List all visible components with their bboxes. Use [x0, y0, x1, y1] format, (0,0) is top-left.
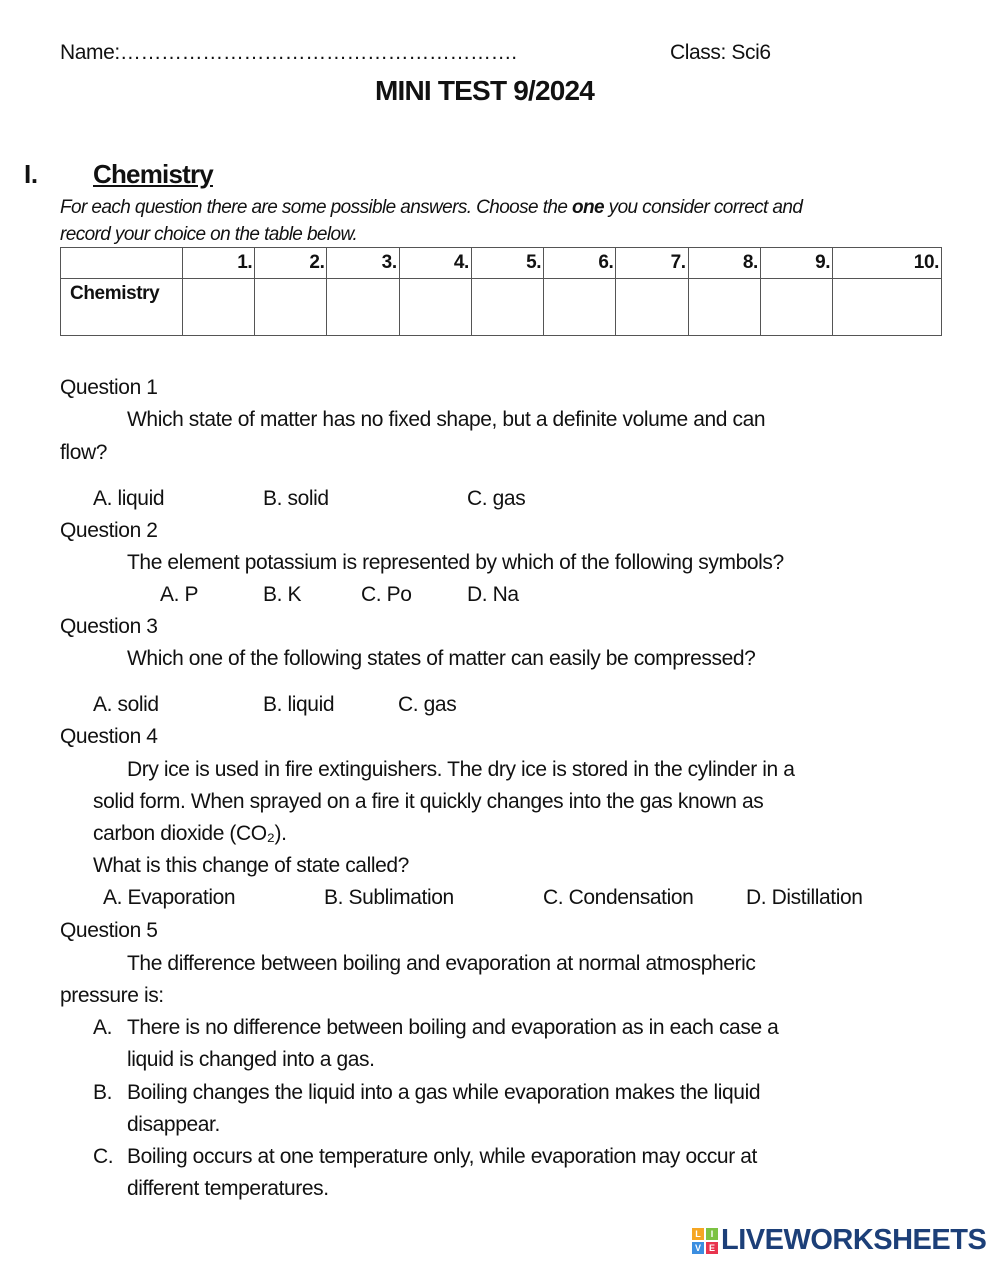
question-text: The element potassium is represented by which of the following symbols?	[127, 551, 784, 574]
option-c[interactable]: C. gas	[398, 693, 457, 716]
class-label: Class: Sci6	[670, 41, 771, 64]
question-label: Question 5	[60, 919, 158, 942]
option-c-letter[interactable]: C.	[93, 1145, 114, 1168]
question-text: Dry ice is used in fire extinguishers. The dry ice is stored in the cylinder in a	[127, 758, 795, 781]
question-text: carbon dioxide (CO₂).	[93, 822, 287, 845]
option-b[interactable]: Boiling changes the liquid into a gas while evaporation makes the liquid	[127, 1081, 761, 1104]
answer-cell-5[interactable]	[471, 279, 543, 336]
question-text: Which state of matter has no fixed shape, but a definite volume and can	[127, 408, 766, 431]
option-b[interactable]: B. K	[263, 583, 302, 606]
question-text: pressure is:	[60, 984, 164, 1007]
answer-cell-4[interactable]	[399, 279, 471, 336]
option-c[interactable]: C. gas	[467, 487, 526, 510]
question-text: solid form. When sprayed on a fire it quickly changes into the gas known as	[93, 790, 764, 813]
answer-cell-9[interactable]	[760, 279, 832, 336]
name-field: Name:………………………………………………….	[60, 41, 517, 64]
answer-cell-1[interactable]	[183, 279, 255, 336]
section-number: I.	[24, 159, 38, 189]
instructions	[60, 195, 802, 221]
option-c-cont[interactable]: different temperatures.	[127, 1177, 329, 1200]
table-header: 6.	[544, 248, 616, 279]
question-label: Question 1	[60, 376, 158, 399]
question-text: What is this change of state called?	[93, 854, 409, 877]
option-b[interactable]: B. liquid	[263, 693, 335, 716]
table-row	[61, 279, 942, 336]
table-header	[61, 248, 183, 279]
option-a[interactable]: A. liquid	[93, 487, 165, 510]
answer-cell-2[interactable]	[255, 279, 327, 336]
option-b-cont[interactable]: disappear.	[127, 1113, 220, 1136]
table-header: 1.	[183, 248, 255, 279]
answer-table	[60, 247, 942, 336]
table-header: 10.	[833, 248, 942, 279]
table-header: 3.	[327, 248, 399, 279]
option-c[interactable]: C. Po	[361, 583, 412, 606]
table-header: 5.	[471, 248, 543, 279]
option-c[interactable]: C. Condensation	[543, 886, 694, 909]
table-header: 8.	[688, 248, 760, 279]
question-text: Which one of the following states of matter can easily be compressed?	[127, 647, 756, 670]
option-d[interactable]: D. Na	[467, 583, 519, 606]
option-d[interactable]: D. Distillation	[746, 886, 863, 909]
table-header: 4.	[399, 248, 471, 279]
option-a-cont[interactable]: liquid is changed into a gas.	[127, 1048, 375, 1071]
logo-text: LIVEWORKSHEETS	[721, 1224, 987, 1256]
answer-cell-7[interactable]	[616, 279, 688, 336]
table-header: 2.	[255, 248, 327, 279]
option-b[interactable]: B. solid	[263, 487, 329, 510]
instr-text: you consider correct and	[603, 197, 803, 218]
answer-cell-6[interactable]	[544, 279, 616, 336]
liveworksheets-logo	[692, 1224, 986, 1257]
logo-letter: L	[692, 1228, 704, 1240]
page-title: MINI TEST 9/2024	[375, 75, 595, 106]
instr-text: For each question there are some possible answers. Choose the	[60, 197, 572, 218]
row-label: Chemistry	[61, 279, 183, 336]
option-a-letter[interactable]: A.	[93, 1016, 113, 1039]
instr-bold: one	[572, 197, 604, 218]
option-b-letter[interactable]: B.	[93, 1081, 113, 1104]
option-c[interactable]: Boiling occurs at one temperature only, while evaporation may occur at	[127, 1145, 757, 1168]
option-a[interactable]: A. solid	[93, 693, 159, 716]
answer-cell-10[interactable]	[833, 279, 942, 336]
section-title: Chemistry	[93, 159, 213, 189]
option-a[interactable]: A. Evaporation	[103, 886, 236, 909]
question-text: The difference between boiling and evaporation at normal atmospheric	[127, 952, 756, 975]
option-a[interactable]: A. P	[160, 583, 199, 606]
table-header: 9.	[760, 248, 832, 279]
question-label: Question 2	[60, 519, 158, 542]
table-header-row	[61, 248, 942, 279]
logo-letter: V	[692, 1242, 704, 1254]
logo-icon	[692, 1228, 718, 1254]
option-a[interactable]: There is no difference between boiling and evaporation as in each case a	[127, 1016, 779, 1039]
answer-cell-8[interactable]	[688, 279, 760, 336]
question-text: flow?	[60, 441, 108, 464]
logo-letter: I	[706, 1228, 718, 1240]
table-header: 7.	[616, 248, 688, 279]
question-label: Question 4	[60, 725, 158, 748]
question-label: Question 3	[60, 615, 158, 638]
logo-letter: E	[706, 1242, 718, 1254]
answer-cell-3[interactable]	[327, 279, 399, 336]
instructions-line-2: record your choice on the table below.	[60, 224, 358, 245]
option-b[interactable]: B. Sublimation	[324, 886, 454, 909]
